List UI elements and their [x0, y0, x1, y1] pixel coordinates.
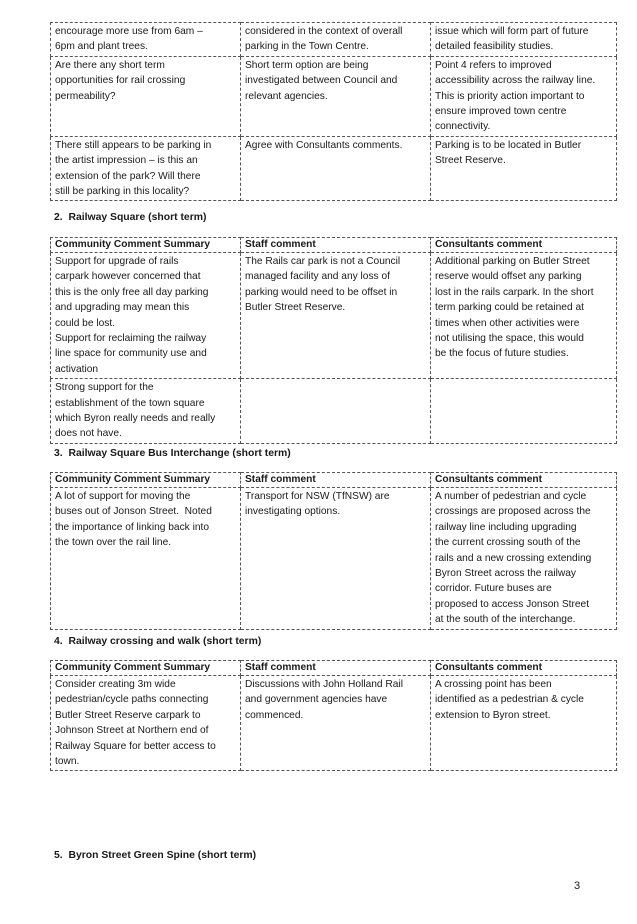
- cell-text-line: Additional parking on Butler Street: [435, 256, 590, 267]
- cell-text-line: ensure improved town centre: [435, 106, 567, 118]
- cell-text-line: connectivity.: [435, 121, 491, 133]
- cell-text-line: encourage more use from 6am –: [55, 26, 203, 37]
- cell-text-line: commenced.: [245, 709, 304, 721]
- cell-text-line: Transport for NSW (TfNSW) are: [245, 491, 390, 502]
- cell-text-line: detailed feasibility studies.: [435, 41, 554, 53]
- cell-text-line: the importance of linking back into: [55, 521, 210, 533]
- header-staff-comment: Staff comment: [241, 473, 431, 488]
- cell-text-line: not utilising the space, this would: [435, 333, 584, 345]
- cell-text-line: identified as a pedestrian & cycle: [435, 694, 584, 706]
- staff-comment-cell: [241, 23, 431, 57]
- cell-text-line: proposed to access Jonson Street: [435, 598, 590, 610]
- cell-text-line: buses out of Jonson Street. Noted: [55, 506, 212, 518]
- cell-text-line: managed facility and any loss of: [245, 271, 390, 283]
- table-header-row: [51, 238, 617, 253]
- cell-text-line: establishment of the town square: [55, 397, 205, 409]
- section-heading-railway-crossing: 4. Railway crossing and walk (short term): [54, 636, 262, 647]
- cell-text-line: Johnson Street at Northern end of: [55, 725, 209, 737]
- comments-table-bus-interchange: [50, 472, 617, 630]
- header-community-comment: Community Comment Summary: [51, 238, 241, 253]
- comments-table-railway-square: [50, 237, 617, 444]
- section-heading-green-spine: 5. Byron Street Green Spine (short term): [54, 850, 257, 861]
- cell-text-line: This is priority action important to: [435, 90, 585, 102]
- community-comment-cell: [51, 136, 241, 201]
- cell-text-line: There still appears to be parking in: [55, 139, 212, 151]
- cell-text-line: Parking is to be located in Butler: [435, 139, 582, 151]
- cell-text-line: Street Reserve.: [435, 155, 506, 167]
- cell-text-line: considered in the context of overall: [245, 26, 403, 37]
- header-consultants-comment: Consultants comment: [431, 473, 617, 488]
- cell-text-line: and upgrading may mean this: [55, 302, 190, 314]
- section-heading-bus-interchange: 3. Railway Square Bus Interchange (short term): [54, 448, 291, 459]
- comments-table-railway-crossing: [50, 660, 617, 771]
- cell-text-line: Railway Square for better access to: [55, 740, 216, 752]
- cell-text-line: times when other activities were: [435, 317, 580, 329]
- staff-comment-cell: [241, 136, 431, 201]
- table-row: [51, 676, 617, 771]
- staff-comment-cell: [241, 676, 431, 771]
- cell-text-line: reserve would offset any parking: [435, 271, 582, 283]
- cell-text-line: the current crossing south of the: [435, 537, 581, 549]
- cell-text-line: opportunities for rail crossing: [55, 75, 186, 87]
- cell-text-line: issue which will form part of future: [435, 26, 589, 37]
- community-comment-cell: [51, 23, 241, 57]
- table-row: [51, 253, 617, 379]
- cell-text-line: Discussions with John Holland Rail: [245, 679, 403, 690]
- header-community-comment: Community Comment Summary: [51, 661, 241, 676]
- table-row: [51, 379, 617, 444]
- cell-text-line: be the focus of future studies.: [435, 348, 569, 360]
- cell-text-line: crossings are proposed across the: [435, 506, 591, 518]
- table-header-row: [51, 661, 617, 676]
- cell-text-line: extension of the park? Will there: [55, 170, 201, 182]
- community-comment-cell: [51, 488, 241, 630]
- cell-text-line: term parking could be retained at: [435, 302, 584, 314]
- cell-text-line: The Rails car park is not a Council: [245, 256, 401, 267]
- header-staff-comment: Staff comment: [241, 238, 431, 253]
- cell-text-line: which Byron really needs and really: [55, 413, 216, 425]
- cell-text-line: 6pm and plant trees.: [55, 41, 148, 53]
- cell-text-line: railway line including upgrading: [435, 521, 577, 533]
- cell-text-line: relevant agencies.: [245, 90, 328, 102]
- staff-comment-cell: [241, 56, 431, 136]
- cell-text-line: the town over the rail line.: [55, 537, 172, 549]
- cell-text-line: the artist impression – is this an: [55, 155, 198, 167]
- header-consultants-comment: Consultants comment: [431, 661, 617, 676]
- community-comment-cell: [51, 253, 241, 379]
- cell-text-line: investigated between Council and: [245, 75, 398, 87]
- cell-text-line: A crossing point has been: [435, 679, 552, 690]
- cell-text-line: this is the only free all day parking: [55, 286, 209, 298]
- cell-text-line: Support for upgrade of rails: [55, 256, 179, 267]
- cell-text-line: and government agencies have: [245, 694, 388, 706]
- cell-text-line: A lot of support for moving the: [55, 491, 191, 502]
- cell-text-line: town.: [55, 756, 80, 768]
- cell-text-line: Byron Street across the railway: [435, 568, 576, 580]
- cell-text-line: parking in the Town Centre.: [245, 41, 369, 53]
- community-comment-cell: [51, 676, 241, 771]
- cell-text-line: does not have.: [55, 428, 122, 440]
- cell-text-line: line space for community use and: [55, 348, 207, 360]
- page-number: 3: [574, 880, 581, 892]
- consultants-comment-cell: [431, 23, 617, 57]
- cell-text-line: parking would need to be offset in: [245, 286, 398, 298]
- cell-text-line: still be parking in this locality?: [55, 186, 190, 198]
- staff-comment-cell: [241, 379, 431, 444]
- cell-text-line: pedestrian/cycle paths connecting: [55, 694, 209, 706]
- cell-text-line: corridor. Future buses are: [435, 583, 552, 595]
- consultants-comment-cell: [431, 56, 617, 136]
- cell-text-line: permeability?: [55, 90, 116, 102]
- cell-text-line: rails and a new crossing extending: [435, 552, 592, 564]
- section-heading-railway-square: 2. Railway Square (short term): [54, 212, 207, 223]
- cell-text-line: activation: [55, 363, 99, 375]
- staff-comment-cell: [241, 253, 431, 379]
- cell-text-line: Consider creating 3m wide: [55, 679, 176, 690]
- table-row: [51, 136, 617, 201]
- cell-text-line: lost in the rails carpark. In the short: [435, 286, 594, 298]
- table-row: [51, 56, 617, 136]
- table-row: [51, 488, 617, 630]
- cell-text-line: extension to Byron street.: [435, 709, 551, 721]
- cell-text-line: Butler Street Reserve.: [245, 302, 346, 314]
- cell-text-line: investigating options.: [245, 506, 341, 518]
- consultants-comment-cell: [431, 488, 617, 630]
- consultants-comment-cell: [431, 379, 617, 444]
- cell-text-line: Strong support for the: [55, 382, 154, 394]
- community-comment-cell: [51, 379, 241, 444]
- table-header-row: [51, 473, 617, 488]
- cell-text-line: carpark however concerned that: [55, 271, 201, 283]
- cell-text-line: Point 4 refers to improved: [435, 59, 552, 71]
- consultants-comment-cell: [431, 676, 617, 771]
- consultants-comment-cell: [431, 136, 617, 201]
- cell-text-line: accessibility across the railway line.: [435, 75, 596, 87]
- cell-text-line: Butler Street Reserve carpark to: [55, 709, 201, 721]
- cell-text-line: A number of pedestrian and cycle: [435, 491, 587, 502]
- header-staff-comment: Staff comment: [241, 661, 431, 676]
- cell-text-line: Agree with Consultants comments.: [245, 139, 403, 151]
- cell-text-line: at the south of the interchange.: [435, 614, 576, 626]
- cell-text-line: Short term option are being: [245, 59, 369, 71]
- header-consultants-comment: Consultants comment: [431, 238, 617, 253]
- header-community-comment: Community Comment Summary: [51, 473, 241, 488]
- community-comment-cell: [51, 56, 241, 136]
- staff-comment-cell: [241, 488, 431, 630]
- cell-text-line: Are there any short term: [55, 59, 165, 71]
- table-row: [51, 23, 617, 57]
- cell-text-line: could be lost.: [55, 317, 116, 329]
- consultants-comment-cell: [431, 253, 617, 379]
- cell-text-line: Support for reclaiming the railway: [55, 333, 207, 345]
- comments-table-continued: [50, 22, 617, 201]
